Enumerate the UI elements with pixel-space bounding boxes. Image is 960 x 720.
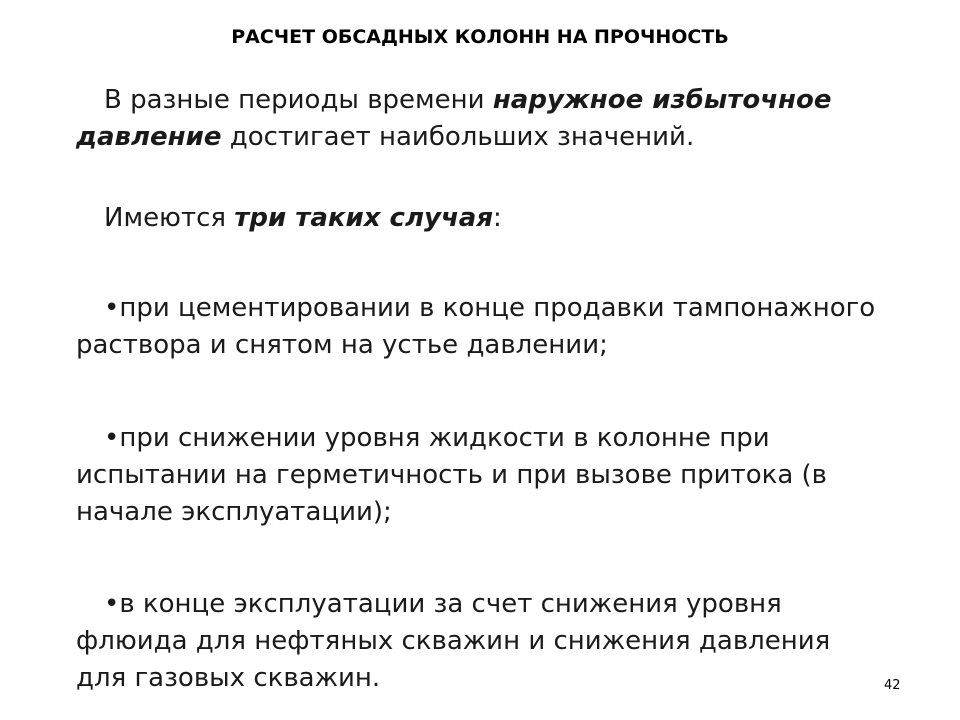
bullet-text: •при цементировании в конце продавки тампонажного раствора и снятом на устье давлении; (76, 293, 876, 360)
page-number: 42 (884, 678, 901, 693)
cases-intro-text-after: : (493, 203, 502, 233)
cases-intro-emphasis: три таких случая (234, 203, 494, 233)
cases-intro-text-before: Имеются (104, 203, 235, 233)
intro-paragraph (76, 82, 876, 156)
intro-text-after: достигает наибольших значений. (221, 122, 695, 152)
slide-title: РАСЧЕТ ОБСАДНЫХ КОЛОНН НА ПРОЧНОСТЬ (231, 26, 729, 48)
intro-emphasis: наружное избыточное давление (76, 85, 832, 152)
bullet-text: •в конце эксплуатации за счет снижения уровня флюида для нефтяных скважин и снижения давления для газовых скважин. (76, 589, 831, 693)
bullet-item-end-of-operation (76, 586, 876, 697)
cases-intro-paragraph (76, 200, 876, 237)
bullet-item-cementing (76, 290, 876, 364)
bullet-text: •при снижении уровня жидкости в колонне при испытании на герметичность и при вызове притока (в начале эксплуатации); (76, 423, 827, 527)
bullet-item-level-drop (76, 420, 876, 531)
intro-text-before: В разные периоды времени (104, 85, 493, 115)
